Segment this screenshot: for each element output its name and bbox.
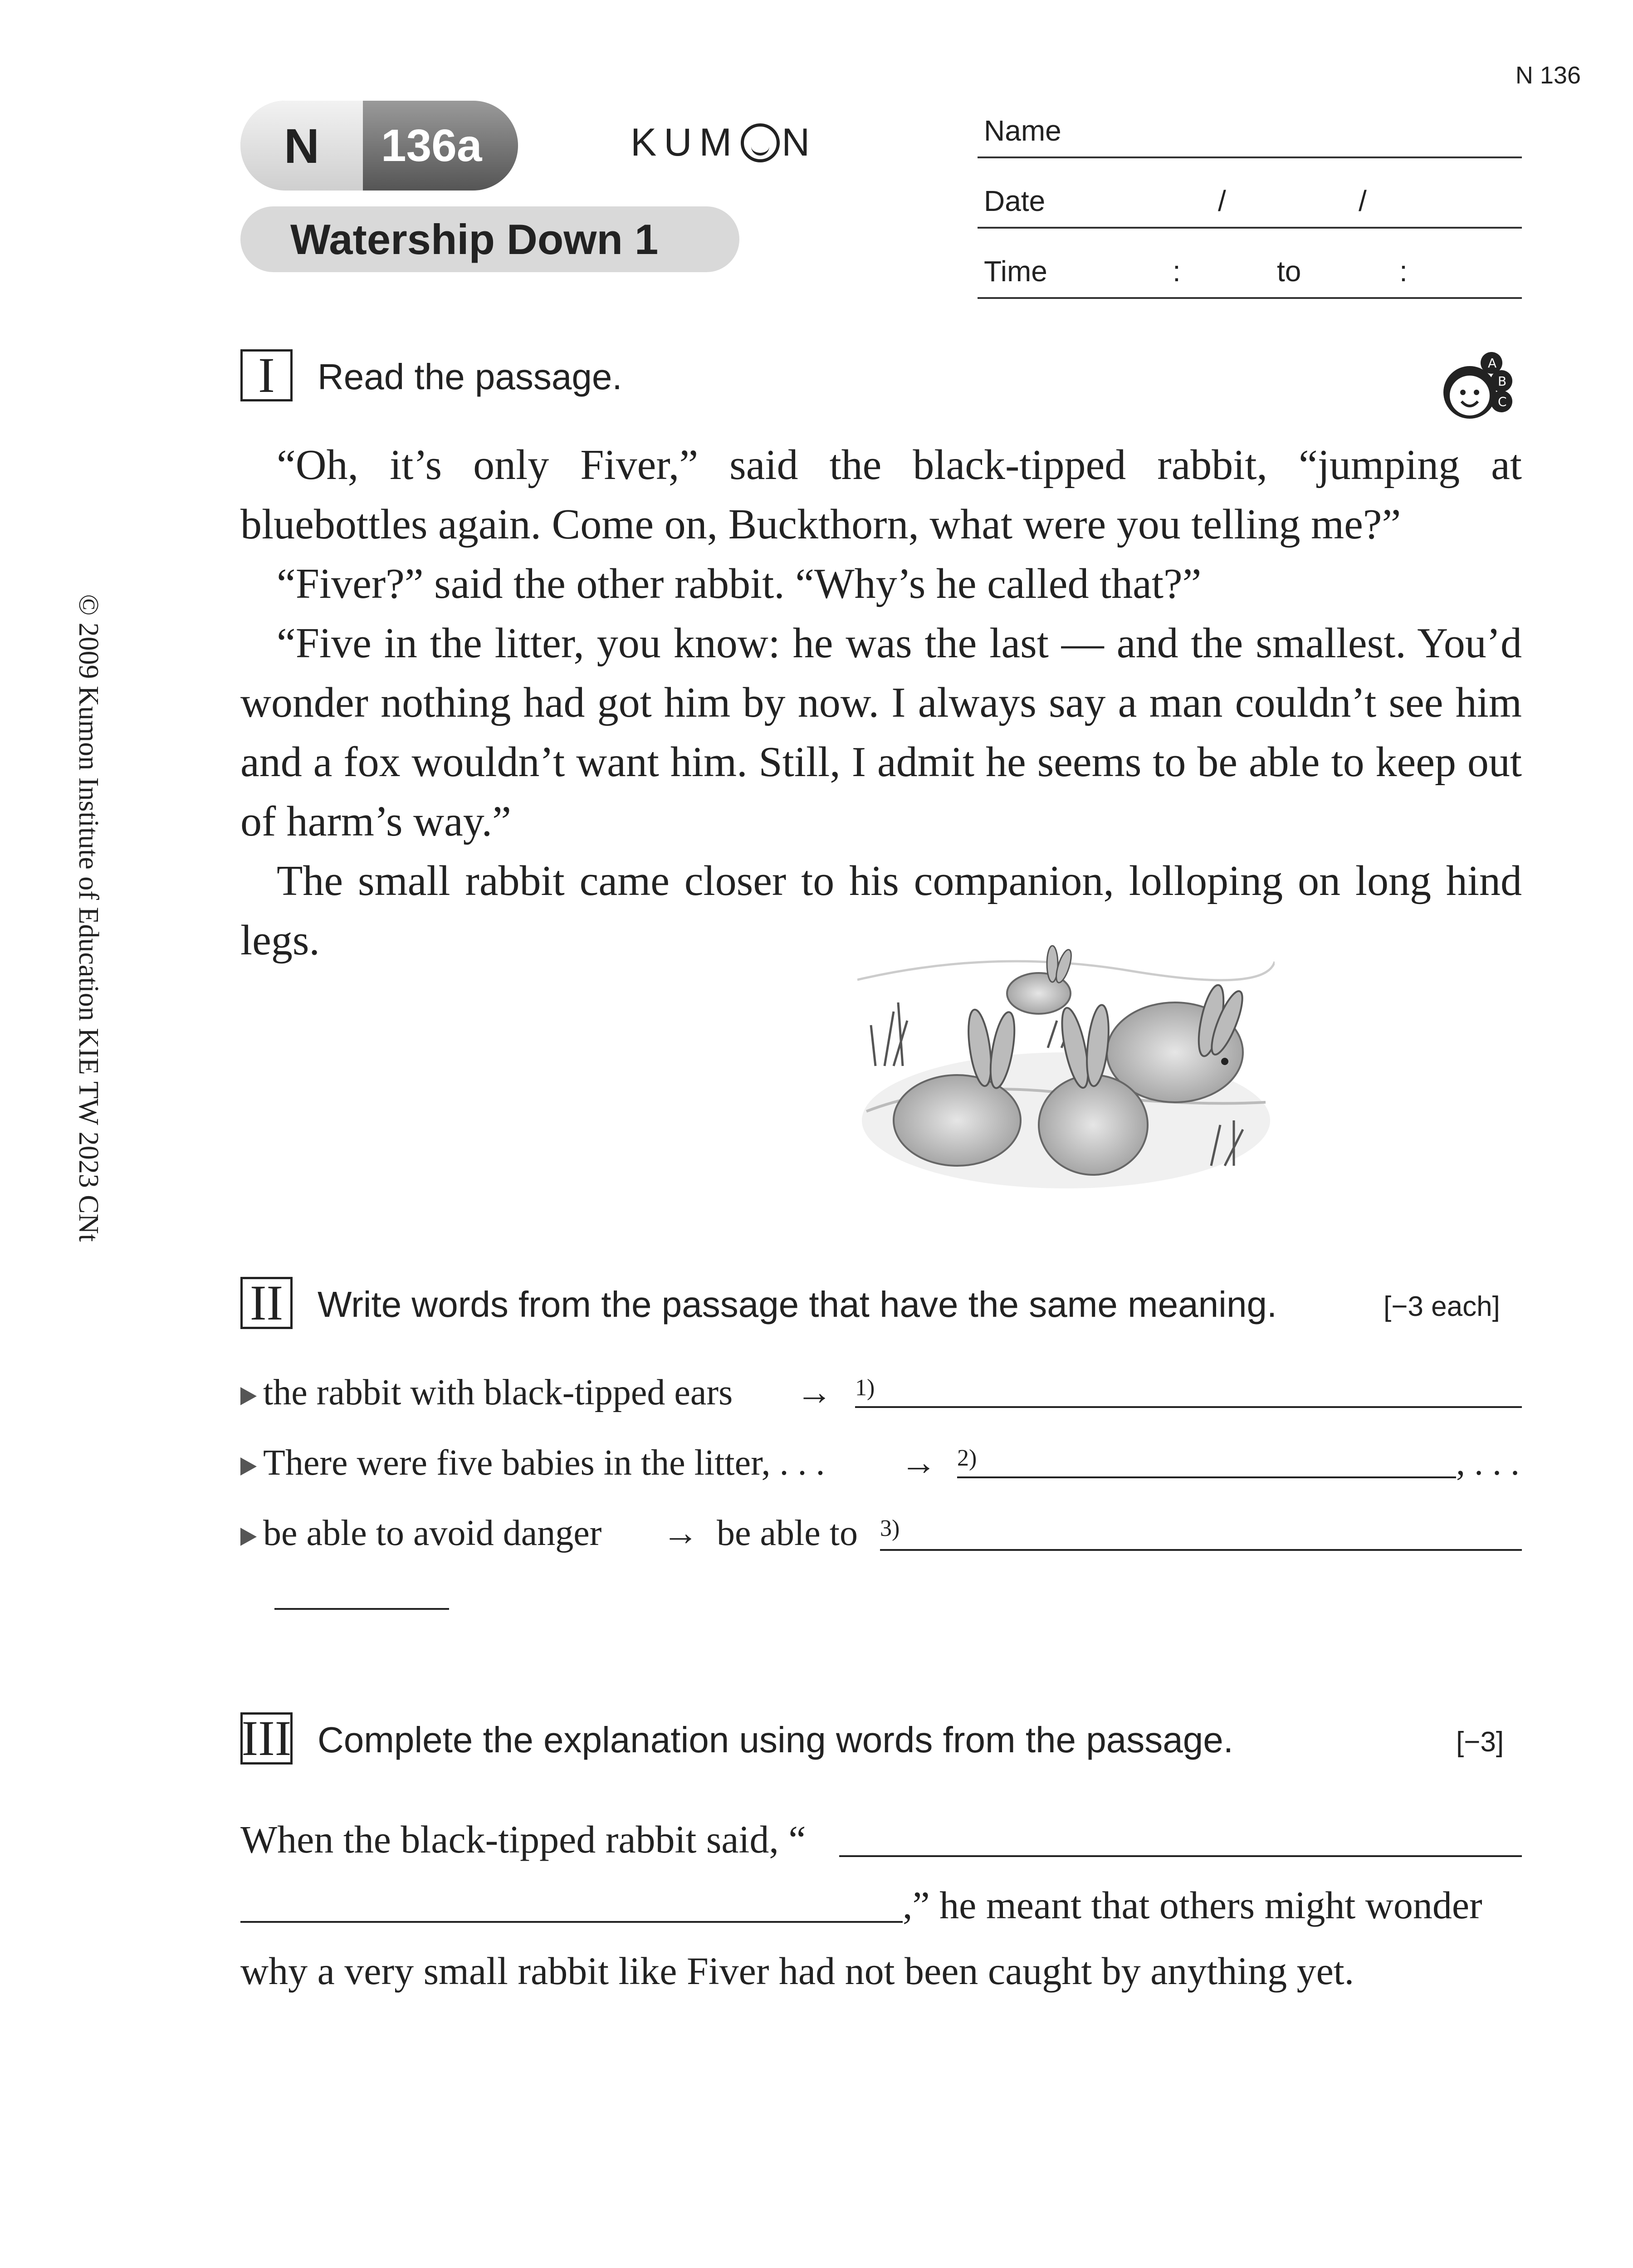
copyright-text: © 2009 Kumon Institute of Education KIE TW 2023 CNt <box>73 594 104 1242</box>
time-to: to <box>1277 255 1301 288</box>
brand-text: KUM <box>631 121 739 164</box>
svg-text:A: A <box>1488 356 1497 371</box>
time-label: Time <box>984 255 1047 288</box>
passage-paragraph: “Five in the litter, you know: he was the last — and the smallest. You’d wonder nothing had got him by now. I always say a man couldn’t see him and a fox wouldn’t want him. Still, I admit he seems to be able to keep out of harm’s way.” <box>240 620 1522 845</box>
date-field[interactable] <box>978 159 1522 229</box>
copyright-wrapper <box>59 594 113 1406</box>
time-colon: : <box>1173 255 1181 288</box>
level-badge <box>240 101 518 191</box>
section-3-points: [−3] <box>1456 1726 1504 1758</box>
triangle-bullet-icon <box>240 1457 257 1476</box>
arrow-icon: → <box>796 1373 832 1413</box>
worksheet-title: Watership Down 1 <box>240 206 739 272</box>
answer-blank-2[interactable] <box>957 1476 1456 1478</box>
page-code: N 136 <box>1515 62 1581 89</box>
answer-blank-3[interactable] <box>880 1549 1522 1551</box>
answer-number: 2) <box>957 1445 977 1471</box>
passage <box>240 435 1522 970</box>
arrow-icon: → <box>900 1443 937 1483</box>
answer-suffix: , . . . <box>1456 1443 1520 1483</box>
section-1-instruction: Read the passage. <box>318 357 622 397</box>
answer-lead: be able to <box>717 1513 858 1553</box>
rabbits-illustration <box>857 930 1275 1193</box>
passage-paragraph: The small rabbit came closer to his companion, lolloping on long hind legs. <box>240 857 1522 964</box>
worksheet-number: 136a <box>363 101 518 191</box>
explanation-line-3: why a very small rabbit like Fiver had not been caught by anything yet. <box>240 1949 1354 1993</box>
arrow-icon: → <box>662 1513 699 1553</box>
question-row: be able to avoid danger <box>240 1513 601 1554</box>
answer-number: 3) <box>880 1515 900 1541</box>
answer-number: 1) <box>855 1375 875 1401</box>
name-label: Name <box>984 114 1061 147</box>
question-row: There were five babies in the litter, . . . <box>240 1442 825 1484</box>
explanation-blank-b[interactable] <box>240 1921 903 1923</box>
explanation-line-1: When the black-tipped rabbit said, “ <box>240 1818 806 1861</box>
smile-icon <box>741 123 780 162</box>
time-colon: : <box>1399 255 1408 288</box>
level-letter: N <box>240 101 363 191</box>
svg-text:C: C <box>1498 394 1507 409</box>
passage-paragraph: “Fiver?” said the other rabbit. “Why’s he called that?” <box>277 560 1202 607</box>
answer-blank-1[interactable] <box>855 1406 1522 1408</box>
section-3-number: III <box>240 1712 293 1765</box>
section-2-points: [−3 each] <box>1384 1291 1500 1322</box>
question-row: the rabbit with black-tipped ears <box>240 1372 733 1413</box>
triangle-bullet-icon <box>240 1387 257 1405</box>
date-label: Date <box>984 185 1046 217</box>
section-3-instruction: Complete the explanation using words from the passage. <box>318 1720 1233 1760</box>
section-1-number: I <box>240 349 293 401</box>
explanation-blank-a[interactable] <box>839 1855 1522 1857</box>
section-2-instruction: Write words from the passage that have the same meaning. <box>318 1284 1277 1325</box>
triangle-bullet-icon <box>240 1528 257 1546</box>
date-separator: / <box>1218 185 1226 217</box>
reading-icon <box>1438 349 1524 422</box>
date-separator: / <box>1359 185 1367 217</box>
time-field[interactable] <box>978 229 1522 299</box>
explanation-line-2: ,” he meant that others might wonder <box>903 1883 1482 1927</box>
answer-blank-3-continued[interactable] <box>274 1608 449 1610</box>
kumon-logo: KUM N <box>631 121 817 164</box>
section-2-number: II <box>240 1277 293 1329</box>
svg-text:B: B <box>1498 374 1507 389</box>
passage-paragraph: “Oh, it’s only Fiver,” said the black-tipped rabbit, “jumping at bluebottles again. Come on, Buckthorn, what were you telling me?” <box>240 441 1522 548</box>
name-field[interactable] <box>978 88 1522 158</box>
